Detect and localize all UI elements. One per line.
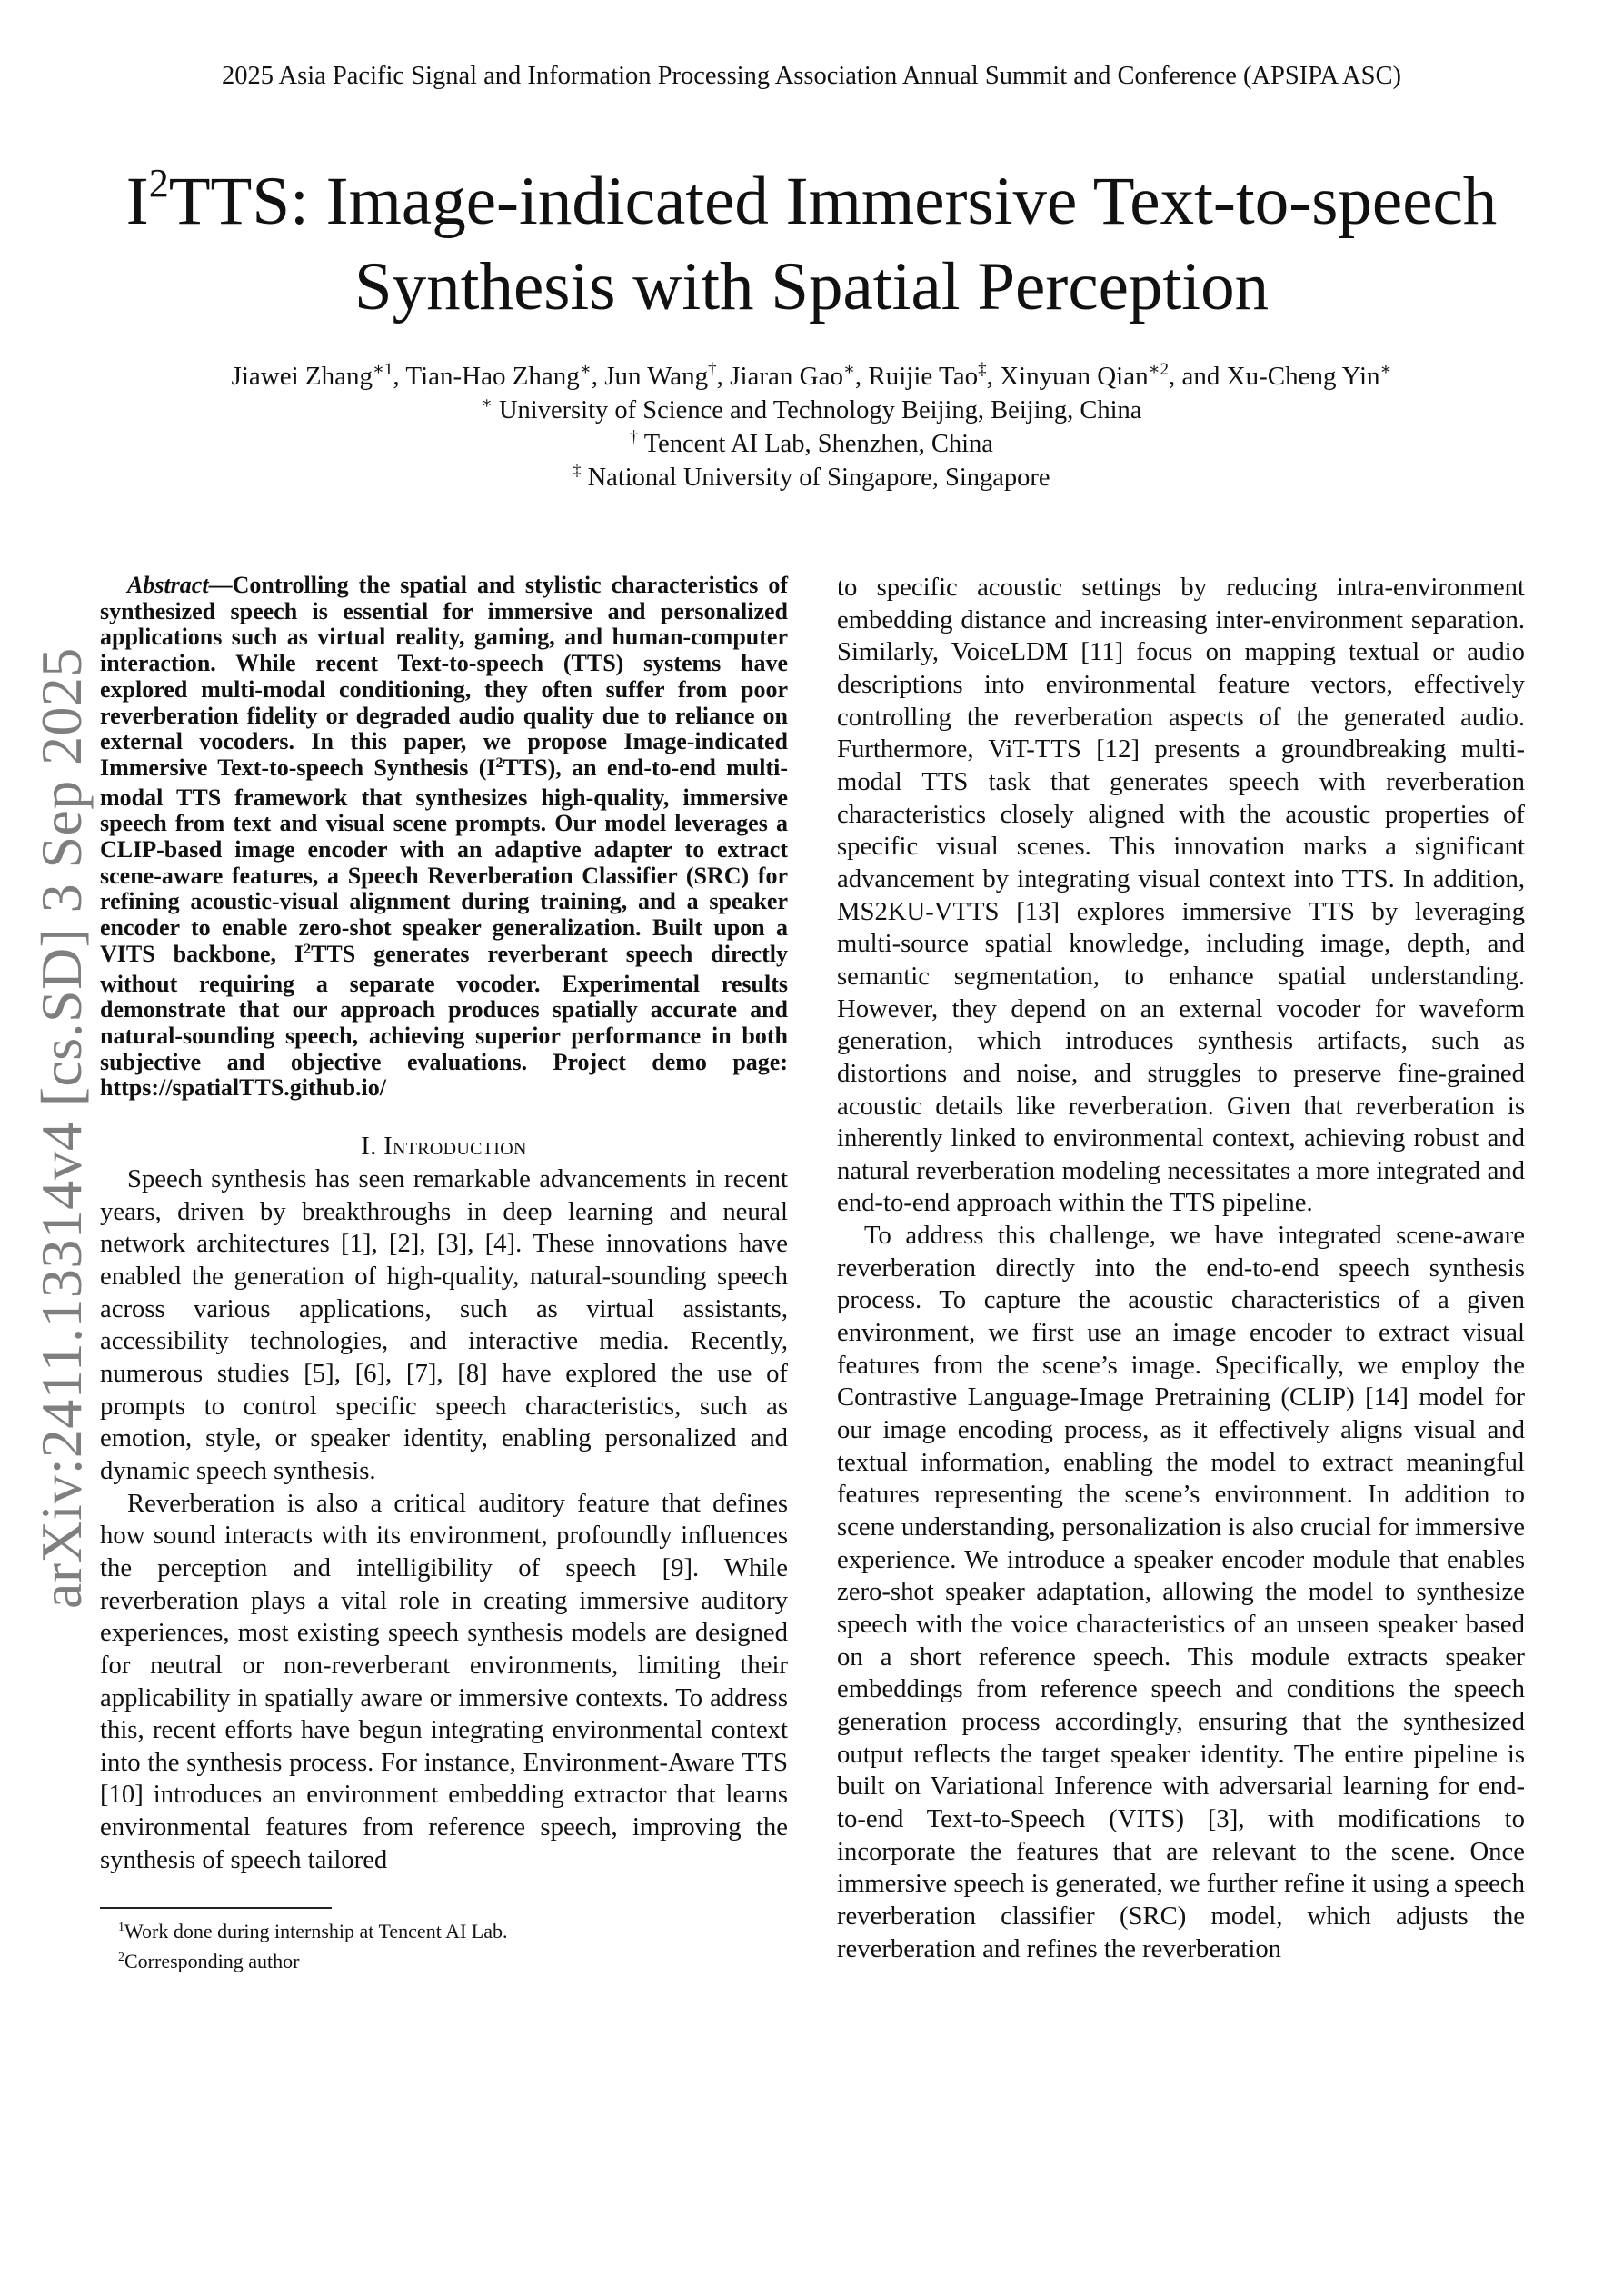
paragraph: To address this challenge, we have integrated scene-aware reverberation directly into the end-to-end speech synthesis process. To capture the acoustic characteristics of a given environment, we first use an image encoder to extract visual features from the scene’s image. Specifically, we employ the Contrastive Language-Image Pretraining (CLIP) [14] model for our image encoding process, as it effectively aligns visual and textual information, enabling the model to extract meaningful features representing the scene’s environment. In addition to scene understanding, personalization is also crucial for immersive experience. We introduce a speaker encoder module that enables zero-shot speaker adaptation, allowing the model to synthesize speech with the voice characteristics of an unseen speaker based on a short reference speech. This module extracts speaker embeddings from reference speech and conditions the speech generation process accordingly, ensuring that the synthesized output reflects the target speaker identity. The entire pipeline is built on Variational Inference with adversarial learning for end-to-end Text-to-Speech (VITS) [3], with modifications to incorporate the features that are relevant to the scene. Once immersive speech is generated, we further refine it using a speech reverberation classifier (SRC) model, which adjusts the reverberation and refines the reverberation [837, 1221, 1525, 1963]
footnote-divider [100, 1907, 332, 1909]
affiliation-mark: ∗ [481, 394, 493, 412]
author-separator: , and [1169, 362, 1227, 391]
right-column-body [837, 572, 1525, 1965]
paragraph: Speech synthesis has seen remarkable advancements in recent years, driven by breakthroughs in deep learning and neural network architectures [1], [2], [3], [4]. These innovations have enabled the generation of high-quality, natural-sounding speech across various applications, such as virtual assistants, accessibility technologies, and interactive media. Recently, numerous studies [5], [6], [7], [8] have explored the use of prompts to control specific speech characteristics, such as emotion, style, or speaker identity, enabling personalized and dynamic speech synthesis. [100, 1164, 788, 1485]
author-affiliation-mark: ∗ [1379, 360, 1392, 379]
affiliation-text: National University of Singapore, Singapore [581, 464, 1050, 492]
section-number: I. [361, 1132, 377, 1161]
author-name: Tian-Hao Zhang [405, 362, 580, 391]
author-name: Ruijie Tao [868, 362, 979, 391]
abstract-sup-2: 2 [304, 941, 312, 957]
abstract-sup-1: 2 [495, 754, 503, 771]
author-name: Jun Wang [604, 362, 709, 391]
footnote-2 [118, 1948, 508, 1978]
author-affiliation-mark: ∗1 [372, 360, 393, 379]
author-separator: , [986, 362, 1001, 391]
footnote-1 [118, 1918, 508, 1948]
abstract-text-2: TTS), an end-to-end multi-modal TTS framework that synthesizes high-quality, immersive speech from text and visual scene prompts. Our model leverages a CLIP-based image encoder with an adaptive adapter to extract scene-aware features, a Speech Reverberation Classifier (SRC) for refining acoustic-visual alignment during training, and a speaker encoder to enable zero-shot speaker generalization. Built upon a VITS backbone, I [100, 754, 788, 967]
abstract-text-3: TTS generates reverberant speech directly without requiring a separate vocoder. Experimental results demonstrate that our approach produces spatially accurate and natural-sounding speech, achieving superior performance in both subjective and objective evaluations. Project demo page: [100, 940, 789, 1075]
author-separator: , [591, 362, 605, 391]
footnotes [118, 1918, 508, 1978]
conference-header: 2025 Asia Pacific Signal and Information Processing Association Annual Summit and Conference (APSIPA ASC) [222, 62, 1401, 90]
author-separator: , [854, 362, 869, 391]
project-demo-link[interactable]: https://spatialTTS.github.io/ [100, 1074, 386, 1102]
author-affiliation-mark: ∗ [579, 360, 592, 379]
author-affiliation-mark: ∗ [842, 360, 855, 379]
arxiv-stamp: arXiv:2411.13314v4 [cs.SD] 3 Sep 2025 [29, 647, 94, 1609]
author-name: Jiawei Zhang [231, 362, 373, 391]
footnote-mark: 2 [118, 1951, 124, 1964]
author-affiliation-mark: † [708, 360, 717, 379]
abstract-dash: — [208, 572, 233, 598]
author-name: Xu-Cheng Yin [1226, 362, 1380, 391]
abstract [100, 573, 788, 1102]
paragraph: to specific acoustic settings by reducing intra-environment embedding distance and increasing inter-environment separation. Similarly, VoiceLDM [11] focus on mapping textual or audio descriptions into environmental feature vectors, effectively controlling the reverberation aspects of the generated audio. Furthermore, ViT-TTS [12] presents a groundbreaking multi-modal TTS task that generates speech with reverberation characteristics closely aligned with the acoustic properties of specific visual scenes. This innovation marks a significant advancement by integrating visual context into TTS. In addition, MS2KU-VTTS [13] explores immersive TTS by leveraging multi-source spatial knowledge, including image, depth, and semantic segmentation, to enhance spatial understanding. However, they depend on an external vocoder for waveform generation, which introduces synthesis artifacts, such as distortions and noise, and struggles to preserve fine-grained acoustic details like reverberation. Given that reverberation is inherently linked to environmental context, achieving robust and natural reverberation modeling necessitates a more integrated and end-to-end approach within the TTS pipeline. [837, 573, 1525, 1218]
title-line2: Synthesis with Spatial Perception [353, 249, 1270, 324]
affiliation-text: University of Science and Technology Beijing, Beijing, China [492, 396, 1142, 424]
footnote-mark: 1 [118, 1921, 124, 1934]
title-prefix: I [125, 164, 149, 239]
title-superscript: 2 [148, 161, 169, 205]
affiliation-nus [0, 461, 1623, 497]
section-heading-introduction [100, 1132, 788, 1162]
title-line1: TTS: Image-indicated Immersive Text-to-speech [168, 164, 1498, 239]
author-affiliation-mark: ∗2 [1148, 360, 1170, 379]
affiliation-mark: ‡ [573, 461, 582, 479]
author-name: Xinyuan Qian [1000, 362, 1149, 391]
section-title: Introduction [383, 1132, 527, 1161]
affiliation-tencent [0, 427, 1623, 464]
footnote-text: Corresponding author [124, 1950, 300, 1972]
affiliation-text: Tencent AI Lab, Shenzhen, China [638, 430, 993, 458]
author-affiliation-mark: ‡ [978, 360, 987, 379]
footnote-text: Work done during internship at Tencent AI Lab. [124, 1920, 508, 1942]
author-list [0, 360, 1623, 396]
abstract-keyword: Abstract [127, 572, 209, 598]
paper-title [0, 161, 1623, 325]
affiliation-mark: † [630, 427, 639, 445]
abstract-text-1: Controlling the spatial and stylistic characteristics of synthesized speech is essential for immersive and personalized applications such as virtual reality, gaming, and human-computer interaction. While recent Text-to-speech (TTS) systems have explored multi-modal conditioning, they often suffer from poor reverberation fidelity or degraded audio quality due to reliance on external vocoders. In this paper, we propose Image-indicated Immersive Text-to-speech Synthesis (I [100, 572, 788, 781]
author-name: Jiaran Gao [730, 362, 843, 391]
affiliation-ustb [0, 394, 1623, 430]
paragraph: Reverberation is also a critical auditory feature that defines how sound interacts with its environment, profoundly influences the perception and intelligibility of speech [9]. While reverberation plays a vital role in creating immersive auditory experiences, most existing speech synthesis models are designed for neutral or non-reverberant environments, limiting their applicability in spatially aware or immersive contexts. To address this, recent efforts have begun integrating environmental context into the synthesis process. For instance, Environment-Aware TTS [10] introduces an environment embedding extractor that learns environmental features from reference speech, improving the synthesis of speech tailored [100, 1488, 788, 1874]
author-separator: , [716, 362, 731, 391]
left-column-body [100, 1163, 788, 1876]
author-separator: , [393, 362, 406, 391]
